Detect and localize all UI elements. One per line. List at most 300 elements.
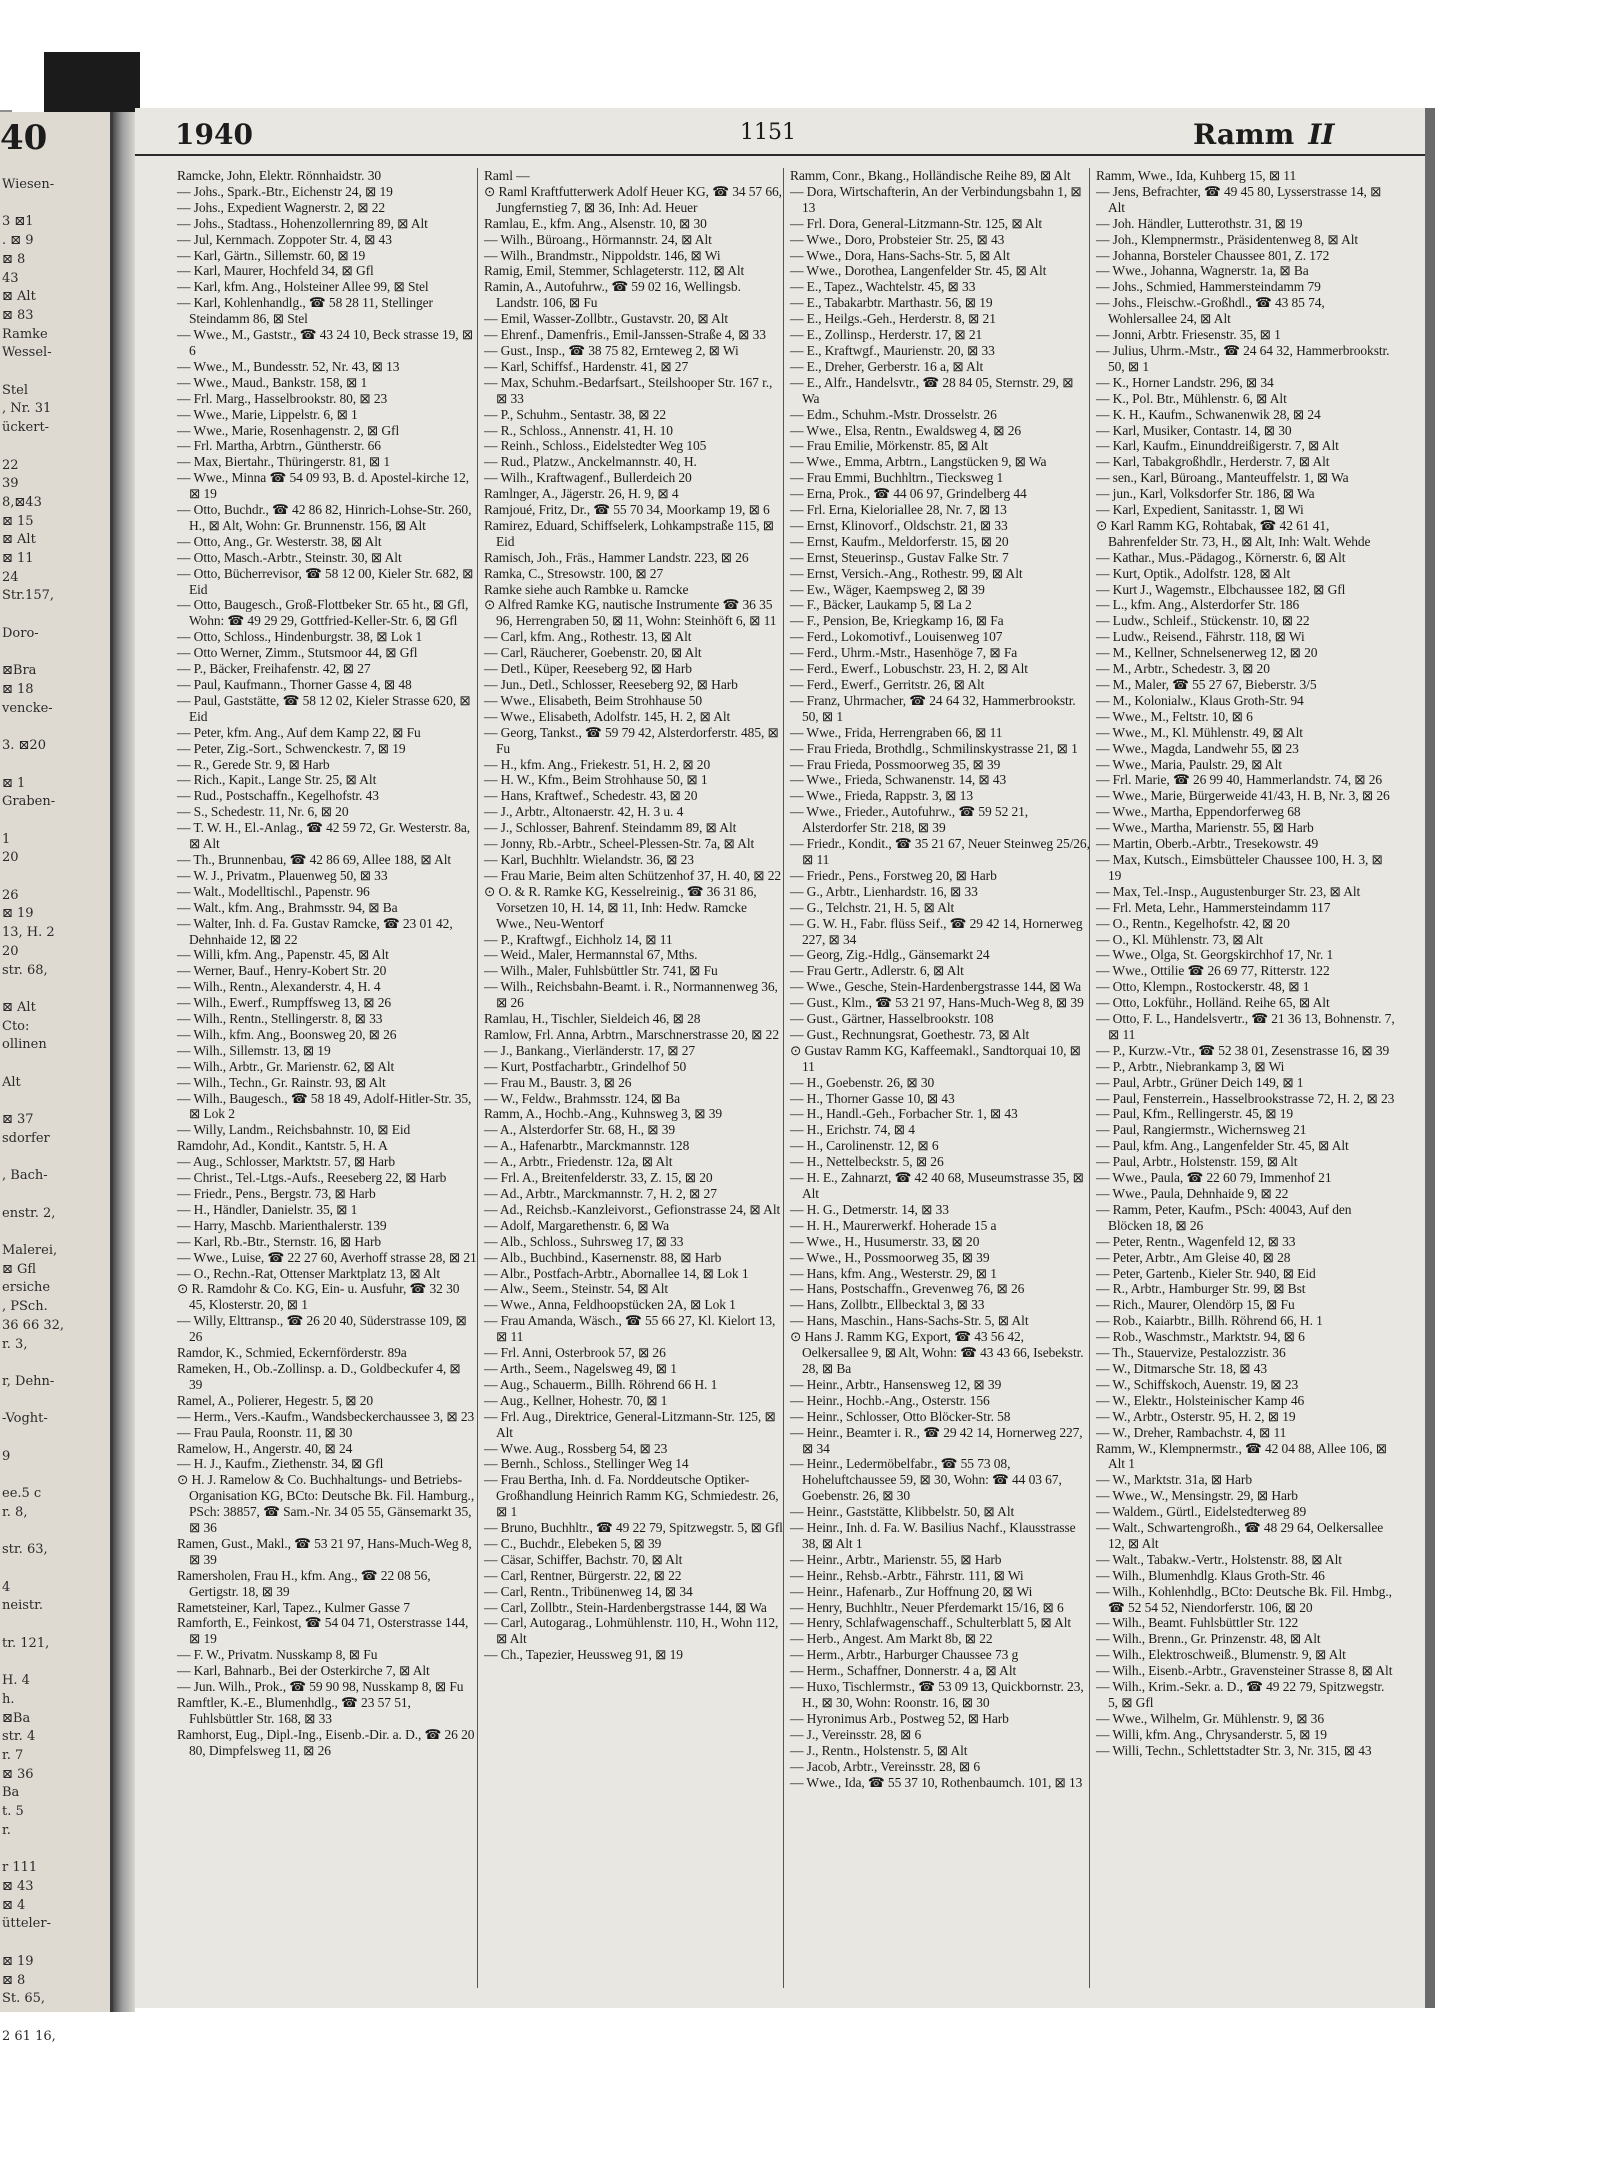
directory-entry: — Wwe., Paula, ☎ 22 60 79, Immenhof 21 [1096, 1170, 1332, 1186]
directory-entry: Ramel, A., Polierer, Hegestr. 5, ⊠ 20 [177, 1392, 374, 1408]
directory-entry: — Aug., Schauerm., Billh. Röhrend 66 H. 1 [484, 1376, 718, 1392]
directory-entry: — Wwe., Gesche, Stein-Hardenbergstrasse 144, ⊠ Wa [790, 979, 1081, 995]
directory-entry: — Peter, Gartenb., Kieler Str. 940, ⊠ Eid [1096, 1265, 1316, 1281]
directory-entry: — Frau Emmi, Buchhltrn., Tiecksweg 1 [790, 470, 1004, 486]
directory-entry: ⊙ H. J. Ramelow & Co. Buchhaltungs- und Betriebs-Organisation KG, BCto: Deutsche Bk. Fil. Hamburg., PSch: 38857, ☎ Sam.-Nr. 34 05 55, Gänsemarkt 35, ⊠ 36 [177, 1472, 475, 1536]
directory-entry: — Wwe., Elisabeth, Beim Strohhause 50 [484, 692, 703, 708]
directory-entry: — Karl, Expedient, Sanitasstr. 1, ⊠ Wi [1096, 502, 1304, 518]
directory-entry: — Max, Tel.-Insp., Augustenburger Str. 23, ⊠ Alt [1096, 883, 1361, 899]
directory-entry: — Heinr., Rehsb.-Arbtr., Fährstr. 111, ⊠ Wi [790, 1567, 1024, 1583]
directory-entry: — Dora, Wirtschafterin, An der Verbindungsbahn 1, ⊠ 13 [790, 183, 1082, 215]
directory-entry: — Paul, Gaststätte, ☎ 58 12 02, Kieler Strasse 620, ⊠ Eid [177, 692, 471, 724]
previous-page-fragments: Wiesen- 3 ⊠1 . ⊠ 9 ⊠ 8 43 ⊠ Alt ⊠ 83 Ramke Wessel- Stel , Nr. 31 ückert- 22 39 8,⊠43 ⊠ 15 ⊠ Alt ⊠ 11 24 Str.157, Doro- ⊠Bra ⊠ 18 vencke- 3. ⊠20 ⊠ 1 Graben- 1 20 26 ⊠ 19 13, H. 2 20 str. 68, ⊠ Alt Cto: ollinen Alt ⊠ 37 sdorfer , Bach- enstr. 2, Malerei, ⊠ Gfl ersiche , PSch. 36 66 32, r. 3, r, Dehn- -Voght- 9 ee.5 c r. 8, str. 63, 4 neistr. tr. 121, H. 4 h. ⊠Ba str. 4 r. 7 ⊠ 36 Ba t. 5 r. r 111 ⊠ 43 ⊠ 4 ütteler- ⊠ 19 ⊠ 8 St. 65, 2 61 16, [2, 177, 65, 2044]
directory-entry: — Karl, Tabakgroßhdlr., Herderstr. 7, ⊠ Alt [1096, 454, 1330, 470]
directory-entry: — Huxo, Tischlermstr., ☎ 53 09 13, Quickbornstr. 23, H., ⊠ 30, Wohn: Roonstr. 16, ⊠ 30 [790, 1679, 1084, 1710]
directory-entry: — Wilh., Krim.-Sekr. a. D., ☎ 49 22 79, Spitzwegstr. 5, ⊠ Gfl [1096, 1679, 1385, 1710]
directory-entry: — Walt., Modelltischl., Papenstr. 96 [177, 883, 370, 899]
directory-entry: — Gust., Insp., ☎ 38 75 82, Ernteweg 2, ⊠ Wi [484, 342, 739, 358]
directory-entry: — Wwe., Frieder., Autofuhrw., ☎ 59 52 21, Alsterdorfer Str. 218, ⊠ 39 [790, 804, 1029, 836]
directory-entry: — W., Schiffskoch, Auenstr. 19, ⊠ 23 [1096, 1376, 1299, 1392]
directory-entry: — Johs., Stadtass., Hohenzollernring 89, ⊠ Alt [177, 215, 428, 231]
directory-entry: Ramftler, K.-E., Blumenhdlg., ☎ 23 57 51, Fuhlsbüttler Str. 168, ⊠ 33 [177, 1695, 411, 1726]
directory-column-1 [177, 168, 477, 1988]
directory-entry: — Walt., kfm. Ang., Brahmsstr. 94, ⊠ Ba [177, 899, 398, 915]
directory-entry: — Ludw., Schleif., Stückenstr. 10, ⊠ 22 [1096, 613, 1310, 629]
directory-entry: — W., Dreher, Rambachstr. 4, ⊠ 11 [1096, 1424, 1287, 1440]
directory-entry: — Georg, Zig.-Hdlg., Gänsemarkt 24 [790, 947, 990, 963]
directory-entry: — Detl., Küper, Reeseberg 92, ⊠ Harb [484, 661, 692, 677]
directory-entry: — P., Bäcker, Freihafenstr. 42, ⊠ 27 [177, 661, 371, 677]
directory-entry: — W., Arbtr., Osterstr. 95, H. 2, ⊠ 19 [1096, 1408, 1296, 1424]
directory-entry: — Frl. Aug., Direktrice, General-Litzmann-Str. 125, ⊠ Alt [484, 1408, 776, 1440]
directory-entry: — Wilh., Baugesch., ☎ 58 18 49, Adolf-Hitler-Str. 35, ⊠ Lok 2 [177, 1090, 472, 1122]
directory-entry: — Peter, Zig.-Sort., Schwenckestr. 7, ⊠ 19 [177, 740, 406, 756]
directory-entry: — P., Kraftwgf., Eichholz 14, ⊠ 11 [484, 931, 673, 947]
directory-entry: — Jun. Wilh., Prok., ☎ 59 90 98, Nusskamp 8, ⊠ Fu [177, 1679, 464, 1695]
directory-entry: Rameken, H., Ob.-Zollinsp. a. D., Goldbeckufer 4, ⊠ 39 [177, 1360, 461, 1392]
directory-entry: — F. W., Privatm. Nusskamp 8, ⊠ Fu [177, 1647, 378, 1663]
directory-entry: — Friedr., Pens., Forstweg 20, ⊠ Harb [790, 867, 997, 883]
directory-entry: — Gust., Rechnungsrat, Goethestr. 73, ⊠ Alt [790, 1026, 1030, 1042]
directory-entry: — J., Rentn., Holstenstr. 5, ⊠ Alt [790, 1742, 968, 1758]
page-edge-shadow [1425, 108, 1435, 2008]
directory-entry: — Willy, Elttransp., ☎ 26 20 40, Süderstrasse 109, ⊠ 26 [177, 1313, 467, 1345]
directory-entry: — Peter, Rentn., Wagenfeld 12, ⊠ 33 [1096, 1233, 1296, 1249]
directory-entry: — M., Kellner, Schnelsenerweg 12, ⊠ 20 [1096, 645, 1318, 661]
directory-entry: — Wwe., Olga, St. Georgskirchhof 17, Nr. 1 [1096, 947, 1334, 963]
directory-entry: — Wwe., Dora, Hans-Sachs-Str. 5, ⊠ Alt [790, 247, 1010, 263]
directory-entry: — F., Bäcker, Laukamp 5, ⊠ La 2 [790, 597, 972, 613]
directory-entry: — Willi, Techn., Schlettstadter Str. 3, Nr. 315, ⊠ 43 [1096, 1742, 1372, 1758]
directory-entry: — Alb., Buchbind., Kasernenstr. 88, ⊠ Harb [484, 1249, 722, 1265]
directory-entry: — Max, Biertahr., Thüringerstr. 81, ⊠ 1 [177, 454, 391, 470]
directory-entry: — Heinr., Arbtr., Hansensweg 12, ⊠ 39 [790, 1376, 1002, 1392]
directory-entry: — Frau Paula, Roonstr. 11, ⊠ 30 [177, 1424, 353, 1440]
directory-entry: — M., Kolonialw., Klaus Groth-Str. 94 [1096, 692, 1304, 708]
directory-entry: — Wwe., Dorothea, Langenfelder Str. 45, ⊠ Alt [790, 263, 1047, 279]
directory-entry: — K., Horner Landstr. 296, ⊠ 34 [1096, 374, 1274, 390]
directory-entry: Ramm, Wwe., Ida, Kuhberg 15, ⊠ 11 [1096, 168, 1297, 183]
directory-entry: — Wwe., Frieda, Schwanenstr. 14, ⊠ 43 [790, 772, 1007, 788]
directory-entry: — Ludw., Reisend., Fährstr. 118, ⊠ Wi [1096, 629, 1305, 645]
directory-entry: — Frl. Anni, Osterbrook 57, ⊠ 26 [484, 1345, 666, 1361]
directory-entry: — Arth., Seem., Nagelsweg 49, ⊠ 1 [484, 1360, 677, 1376]
directory-entry: — Heinr., Gaststätte, Klibbelstr. 50, ⊠ Alt [790, 1504, 1015, 1520]
directory-entry: — J., Bankang., Vierländerstr. 17, ⊠ 27 [484, 1042, 696, 1058]
directory-entry: — Otto, Klempn., Rostockerstr. 48, ⊠ 1 [1096, 979, 1310, 995]
directory-entry: Ramisch, Joh., Fräs., Hammer Landstr. 223, ⊠ 26 [484, 549, 749, 565]
directory-entry: — Ferd., Ewerf., Gerritstr. 26, ⊠ Alt [790, 677, 985, 692]
directory-entry: — E., Heilgs.-Geh., Herderstr. 8, ⊠ 21 [790, 311, 996, 327]
directory-entry: — Wwe., H., Possmoorweg 35, ⊠ 39 [790, 1249, 990, 1265]
directory-entry: — Bruno, Buchhltr., ☎ 49 22 79, Spitzwegstr. 5, ⊠ Gfl [484, 1520, 783, 1536]
directory-entry: — Wwe., H., Husumerstr. 33, ⊠ 20 [790, 1233, 980, 1249]
directory-entry: — Gust., Gärtner, Hasselbrookstr. 108 [790, 1011, 994, 1027]
directory-entry: — Wilh., Rentn., Alexanderstr. 4, H. 4 [177, 979, 381, 995]
directory-entry: — R., Arbtr., Hamburger Str. 99, ⊠ Bst [1096, 1281, 1306, 1297]
directory-entry: — E., Tabakarbtr. Marthastr. 56, ⊠ 19 [790, 295, 993, 311]
directory-entry: — Emil, Wasser-Zollbtr., Gustavstr. 20, ⊠ Alt [484, 311, 729, 327]
directory-entry: — Frau Bertha, Inh. d. Fa. Norddeutsche Optiker-Großhandlung Heinrich Ramm KG, Schmiedestr. 26, ⊠ 1 [484, 1472, 779, 1520]
directory-entry: — E., Dreher, Gerberstr. 16 a, ⊠ Alt [790, 358, 984, 374]
directory-entry: — Wwe., Maud., Bankstr. 158, ⊠ 1 [177, 374, 368, 390]
directory-entry: — Ferd., Uhrm.-Mstr., Hasenhöge 7, ⊠ Fa [790, 645, 1018, 661]
directory-entry: — Wwe., Ottilie ☎ 26 69 77, Ritterstr. 122 [1096, 963, 1330, 979]
directory-entry: — Henry, Schlafwagenschaff., Schulterblatt 5, ⊠ Alt [790, 1615, 1072, 1631]
directory-entry: — Jonny, Rb.-Arbtr., Scheel-Plessen-Str. 7a, ⊠ Alt [484, 836, 755, 852]
directory-entry: — Kurt, Optik., Adolfstr. 128, ⊠ Alt [1096, 565, 1291, 581]
directory-entry: — Hans, Zollbtr., Ellbecktal 3, ⊠ 33 [790, 1297, 985, 1313]
directory-entry: — Karl, Buchhltr. Wielandstr. 36, ⊠ 23 [484, 851, 694, 867]
directory-entry: Ramlow, Frl. Anna, Arbtrn., Marschnerstrasse 20, ⊠ 22 [484, 1026, 779, 1042]
directory-entry: — Ernst, Versich.-Ang., Rothestr. 99, ⊠ Alt [790, 565, 1023, 581]
header-surname [1193, 118, 1335, 151]
directory-entry: Ramcke, John, Elektr. Rönnhaidstr. 30 [177, 168, 382, 183]
directory-entry: — Wilh., Büroang., Hörmannstr. 24, ⊠ Alt [484, 231, 712, 247]
directory-entry: — Ferd., Ewerf., Lobuschstr. 23, H. 2, ⊠ Alt [790, 661, 1028, 677]
directory-entry: — Rud., Platzw., Anckelmannstr. 40, H. [484, 454, 697, 470]
directory-entry: — Ernst, Klinovorf., Oldschstr. 21, ⊠ 33 [790, 517, 1008, 533]
directory-entry: Ramlau, H., Tischler, Sieldeich 46, ⊠ 28 [484, 1011, 701, 1027]
directory-entry: Ramirez, Eduard, Schiffselerk, Lohkampstraße 115, ⊠ Eid [484, 517, 775, 549]
directory-entry: — M., Arbtr., Schedestr. 3, ⊠ 20 [1096, 661, 1270, 677]
directory-column-4 [1089, 168, 1396, 1988]
directory-entry: — A., Hafenarbtr., Marckmannstr. 128 [484, 1138, 690, 1154]
directory-entry: — Wilh., Kohlenhdlg., BCto: Deutsche Bk. Fil. Hmbg., ☎ 52 54 52, Niendorferstr. 106, ⊠ 20 [1096, 1583, 1392, 1615]
directory-entry: Ramdohr, Ad., Kondit., Kantstr. 5, H. A [177, 1138, 388, 1154]
directory-entry: Ramm, Conr., Bkang., Holländische Reihe 89, ⊠ Alt [790, 168, 1071, 183]
directory-entry: — Heinr., Hafenarb., Zur Hoffnung 20, ⊠ Wi [790, 1583, 1033, 1599]
directory-entry: — G., Telchstr. 21, H. 5, ⊠ Alt [790, 899, 955, 915]
directory-entry: — Ad., Arbtr., Marckmannstr. 7, H. 2, ⊠ 27 [484, 1186, 717, 1201]
directory-column-2 [477, 168, 784, 1988]
directory-entry: — Wilh., Arbtr., Gr. Marienstr. 62, ⊠ Alt [177, 1058, 395, 1074]
directory-entry: — Paul, Rangiermstr., Wichernsweg 21 [1096, 1122, 1307, 1138]
directory-entry: — Otto, Bücherrevisor, ☎ 58 12 00, Kieler Str. 682, ⊠ Eid [177, 565, 474, 597]
book-gutter [113, 112, 135, 2012]
directory-entry: — Heinr., Ledermöbelfabr., ☎ 55 73 08, Hoheluftchaussee 59, ⊠ 30, Wohn: ☎ 44 03 67, Goebenstr. 26, ⊠ 30 [790, 1456, 1062, 1504]
directory-entry: — Wilh., Maler, Fuhlsbüttler Str. 741, ⊠ Fu [484, 963, 718, 979]
directory-entry: — Wilh., kfm. Ang., Boonsweg 20, ⊠ 26 [177, 1026, 397, 1042]
directory-entry: — Rob., Kaiarbtr., Billh. Röhrend 66, H. 1 [1096, 1313, 1323, 1329]
directory-entry: — Franz, Uhrmacher, ☎ 24 64 32, Hammerbrookstr. 50, ⊠ 1 [790, 692, 1076, 724]
directory-entry: — Alw., Seem., Steinstr. 54, ⊠ Alt [484, 1281, 669, 1297]
directory-entry: — Paul, kfm. Ang., Langenfelder Str. 45, ⊠ Alt [1096, 1138, 1349, 1154]
directory-entry: — Jul, Kernmach. Zoppoter Str. 4, ⊠ 43 [177, 231, 392, 247]
directory-entry: — Reinh., Schloss., Eidelstedter Weg 105 [484, 438, 707, 454]
directory-entry: — Carl, Räucherer, Goebenstr. 20, ⊠ Alt [484, 645, 702, 661]
directory-entry: — Frau Frieda, Brothdlg., Schmilinskystrasse 21, ⊠ 1 [790, 740, 1078, 756]
directory-entry: — Alb., Schloss., Suhrsweg 17, ⊠ 33 [484, 1233, 684, 1249]
directory-entry: — Ramm, Peter, Kaufm., PSch: 40043, Auf den Blöcken 18, ⊠ 26 [1096, 1201, 1352, 1233]
directory-entry: — Hans, kfm. Ang., Westerstr. 29, ⊠ 1 [790, 1265, 997, 1281]
directory-entry: — J., Schlosser, Bahrenf. Steindamm 89, ⊠ Alt [484, 820, 737, 836]
directory-entry: — Otto, Ang., Gr. Westerstr. 38, ⊠ Alt [177, 533, 382, 549]
directory-entry: — Max, Kutsch., Eimsbütteler Chaussee 100, H. 3, ⊠ 19 [1096, 851, 1383, 883]
directory-entry: — H., Goebenstr. 26, ⊠ 30 [790, 1074, 935, 1090]
directory-entry: — A., Alsterdorfer Str. 68, H., ⊠ 39 [484, 1122, 676, 1138]
directory-entry: — Karl, Musiker, Contastr. 14, ⊠ 30 [1096, 422, 1292, 438]
directory-entry: — Werner, Bauf., Henry-Kobert Str. 20 [177, 963, 387, 979]
directory-entry: — Georg, Tankst., ☎ 59 79 42, Alsterdorferstr. 485, ⊠ Fu [484, 724, 779, 756]
header-surname-text: Ramm [1193, 118, 1295, 151]
directory-entry: — Johanna, Borsteler Chaussee 801, Z. 172 [1096, 247, 1330, 263]
directory-entry: — Wilh., Rentn., Stellingerstr. 8, ⊠ 33 [177, 1011, 383, 1027]
directory-entry: Ramforth, E., Feinkost, ☎ 54 04 71, Osterstrasse 144, ⊠ 19 [177, 1615, 469, 1647]
directory-entry: — Walter, Inh. d. Fa. Gustav Ramcke, ☎ 23 01 42, Dehnhaide 12, ⊠ 22 [177, 915, 453, 947]
directory-entry: Ramm, A., Hochb.-Ang., Kuhnsweg 3, ⊠ 39 [484, 1106, 723, 1122]
directory-entry: — Wwe., Luise, ☎ 22 27 60, Averhoff strasse 28, ⊠ 21 [177, 1249, 477, 1265]
directory-entry: — R., Schloss., Annenstr. 41, H. 10 [484, 422, 673, 438]
directory-entry: Ramen, Gust., Makl., ☎ 53 21 97, Hans-Much-Weg 8, ⊠ 39 [177, 1535, 472, 1567]
directory-entry: — H. G., Detmerstr. 14, ⊠ 33 [790, 1201, 949, 1217]
directory-entry: — Wwe., Ida, ☎ 55 37 10, Rothenbaumch. 101, ⊠ 13 [790, 1774, 1083, 1790]
directory-entry: — Otto, Baugesch., Groß-Flottbeker Str. 65 ht., ⊠ Gfl, Wohn: ☎ 49 29 29, Gottfried-Keller-Str. 6, ⊠ Gfl [177, 597, 469, 629]
directory-entry: — M., Maler, ☎ 55 27 67, Bieberstr. 3/5 [1096, 677, 1317, 692]
directory-entry: — Wilh., Elektroschweiß., Blumenstr. 9, ⊠ Alt [1096, 1647, 1346, 1663]
directory-entry: — Wwe., Emma, Arbtrn., Langstücken 9, ⊠ Wa [790, 454, 1047, 470]
directory-entry: — Herm., Vers.-Kaufm., Wandsbeckerchaussee 3, ⊠ 23 [177, 1408, 475, 1424]
directory-entry: — Kathar., Mus.-Pädagog., Körnerstr. 6, ⊠ Alt [1096, 549, 1346, 565]
directory-entry: Ramjoué, Fritz, Dr., ☎ 55 70 34, Moorkamp 19, ⊠ 6 [484, 502, 770, 518]
header-year: 1940 [175, 118, 253, 151]
directory-entry: — Frl. Marie, ☎ 26 99 40, Hammerlandstr. 74, ⊠ 26 [1096, 772, 1383, 788]
directory-entry: — Wwe., Martha, Marienstr. 55, ⊠ Harb [1096, 820, 1314, 836]
directory-entry: — sen., Karl, Büroang., Manteuffelstr. 1, ⊠ Wa [1096, 470, 1349, 486]
directory-entry: — Frau Gertr., Adlerstr. 6, ⊠ Alt [790, 963, 964, 979]
directory-entry: — Weid., Maler, Hermannstal 67, Mths. [484, 947, 698, 963]
directory-entry: ⊙ Gustav Ramm KG, Kaffeemakl., Sandtorquai 10, ⊠ 11 [790, 1042, 1081, 1074]
directory-entry: — Hans, Maschin., Hans-Sachs-Str. 5, ⊠ Alt [790, 1313, 1029, 1329]
directory-entry: — Peter, Arbtr., Am Gleise 40, ⊠ 28 [1096, 1249, 1291, 1265]
directory-entry: Ramelow, H., Angerstr. 40, ⊠ 24 [177, 1440, 353, 1456]
directory-entry: — Heinr., Hochb.-Ang., Osterstr. 156 [790, 1392, 990, 1408]
directory-entry: — Carl, Rentner, Bürgerstr. 22, ⊠ 22 [484, 1567, 682, 1583]
directory-entry: — Wwe., Frieda, Rappstr. 3, ⊠ 13 [790, 788, 973, 804]
directory-entry: — H., Thorner Gasse 10, ⊠ 43 [790, 1090, 955, 1106]
directory-entry: — Wwe., M., Bundesstr. 52, Nr. 43, ⊠ 13 [177, 358, 400, 374]
directory-entry: — T. W. H., El.-Anlag., ☎ 42 59 72, Gr. Westerstr. 8a, ⊠ Alt [177, 820, 471, 852]
directory-entry: — E., Zollinsp., Herderstr. 17, ⊠ 21 [790, 327, 983, 343]
directory-entry: — Rich., Maurer, Olendörp 15, ⊠ Fu [1096, 1297, 1295, 1313]
directory-entry: — Wwe., Johanna, Wagnerstr. 1a, ⊠ Ba [1096, 263, 1309, 279]
directory-entry: — Harry, Maschb. Marienthalerstr. 139 [177, 1217, 387, 1233]
directory-entry: — E., Kraftwgf., Maurienstr. 20, ⊠ 33 [790, 342, 995, 358]
directory-entry: — Th., Brunnenbau, ☎ 42 86 69, Allee 188, ⊠ Alt [177, 851, 452, 867]
directory-entry: — Friedr., Kondit., ☎ 35 21 67, Neuer Steinweg 25/26, ⊠ 11 [790, 836, 1090, 867]
directory-entry: — Kurt, Postfacharbtr., Grindelhof 50 [484, 1058, 687, 1074]
directory-entry: — Aug., Schlosser, Marktstr. 57, ⊠ Harb [177, 1154, 395, 1170]
directory-entry: — Joh., Klempnermstr., Präsidentenweg 8, ⊠ Alt [1096, 231, 1359, 247]
directory-entry: — Herm., Schaffner, Donnerstr. 4 a, ⊠ Alt [790, 1663, 1017, 1679]
directory-entry: — Wwe., M., Gaststr., ☎ 43 24 10, Beck strasse 19, ⊠ 6 [177, 327, 474, 358]
directory-entry: — Karl, Kohlenhandlg., ☎ 58 28 11, Stellinger Steindamm 86, ⊠ Stel [177, 295, 433, 327]
directory-entry: — Carl, Zollbtr., Stein-Hardenbergstrasse 144, ⊠ Wa [484, 1599, 767, 1615]
directory-entry: — Wwe., Frida, Herrengraben 66, ⊠ 11 [790, 724, 1003, 740]
directory-entry: — Christ., Tel.-Ltgs.-Aufs., Reeseberg 22, ⊠ Harb [177, 1170, 447, 1186]
directory-entry: — W., Feldw., Brahmsstr. 124, ⊠ Ba [484, 1090, 681, 1106]
directory-entry: Rametsteiner, Karl, Tapez., Kulmer Gasse 7 [177, 1599, 410, 1615]
directory-entry: — J., Vereinsstr. 28, ⊠ 6 [790, 1726, 922, 1742]
directory-entry: ⊙ R. Ramdohr & Co. KG, Ein- u. Ausfuhr, ☎ 32 30 45, Klosterstr. 20, ⊠ 1 [177, 1281, 460, 1313]
directory-entry: — Karl, kfm. Ang., Holsteiner Allee 99, ⊠ Stel [177, 279, 429, 295]
header-volume: II [1308, 118, 1335, 151]
directory-entry: — Wwe., M., Kl. Mühlenstr. 49, ⊠ Alt [1096, 724, 1303, 740]
directory-entry: — Wilh., Kraftwagenf., Bullerdeich 20 [484, 470, 692, 486]
directory-entry: Ramka, C., Stresowstr. 100, ⊠ 27 [484, 565, 664, 581]
directory-entry: — Hans, Postschaffn., Grevenweg 76, ⊠ 26 [790, 1281, 1025, 1297]
directory-entry: — Wwe. Aug., Rossberg 54, ⊠ 23 [484, 1440, 668, 1456]
directory-entry: — L., kfm. Ang., Alsterdorfer Str. 186 [1096, 597, 1300, 613]
directory-entry: — Frl. Dora, General-Litzmann-Str. 125, ⊠ Alt [790, 215, 1043, 231]
directory-entry: — Ad., Reichsb.-Kanzleivorst., Gefionstrasse 24, ⊠ Alt [484, 1201, 781, 1217]
directory-entry: — Cäsar, Schiffer, Bachstr. 70, ⊠ Alt [484, 1551, 683, 1567]
directory-entry: — Heinr., Schlosser, Otto Blöcker-Str. 58 [790, 1408, 1011, 1424]
directory-entry: — Herm., Arbtr., Harburger Chaussee 73 g [790, 1647, 1019, 1663]
directory-entry: — Bernh., Schloss., Stellinger Weg 14 [484, 1456, 689, 1472]
directory-entry: — C., Buchdr., Elebeken 5, ⊠ 39 [484, 1535, 662, 1551]
directory-entry: — Wwe., Marie, Lippelstr. 6, ⊠ 1 [177, 406, 358, 422]
directory-entry: — Heinr., Inh. d. Fa. W. Basilius Nachf., Klausstrasse 38, ⊠ Alt 1 [790, 1520, 1076, 1551]
directory-entry: — G., Arbtr., Lienhardstr. 16, ⊠ 33 [790, 883, 978, 899]
directory-entry: — P., Schuhm., Sentastr. 38, ⊠ 22 [484, 406, 667, 422]
directory-entry: — Willy, Landm., Reichsbahnstr. 10, ⊠ Eid [177, 1122, 411, 1138]
directory-entry: — Albr., Postfach-Arbtr., Abornallee 14, ⊠ Lok 1 [484, 1265, 749, 1281]
directory-entry: — H. J., Kaufm., Ziethenstr. 34, ⊠ Gfl [177, 1456, 384, 1472]
directory-entry: — Henry, Buchhltr., Neuer Pferdemarkt 15/16, ⊠ 6 [790, 1599, 1064, 1615]
directory-page [135, 108, 1425, 2008]
directory-entry: — Heinr., Beamter i. R., ☎ 29 42 14, Hornerweg 227, ⊠ 34 [790, 1424, 1083, 1456]
directory-entry: — O., Rechn.-Rat, Ottenser Marktplatz 13, ⊠ Alt [177, 1265, 441, 1281]
directory-entry: — Ehrenf., Damenfris., Emil-Janssen-Straße 4, ⊠ 33 [484, 327, 766, 343]
directory-entry: — H., Nettelbeckstr. 5, ⊠ 26 [790, 1154, 944, 1170]
directory-entry: — Frau Emilie, Mörkenstr. 85, ⊠ Alt [790, 438, 988, 454]
directory-entry: — Joh. Händler, Lutterothstr. 31, ⊠ 19 [1096, 215, 1303, 231]
directory-entry: — Karl, Maurer, Hochfeld 34, ⊠ Gfl [177, 263, 374, 279]
directory-entry: — Otto Werner, Zimm., Stutsmoor 44, ⊠ Gfl [177, 645, 418, 661]
directory-entry: — Wwe., Paula, Dehnhaide 9, ⊠ 22 [1096, 1186, 1289, 1201]
directory-entry: — H., Handl.-Geh., Forbacher Str. 1, ⊠ 43 [790, 1106, 1018, 1122]
directory-entry: — Peter, kfm. Ang., Auf dem Kamp 22, ⊠ Fu [177, 724, 421, 740]
directory-entry: — Frau Amanda, Wäsch., ☎ 55 66 27, Kl. Kielort 13, ⊠ 11 [484, 1313, 776, 1345]
directory-entry: — Aug., Kellner, Hohestr. 70, ⊠ 1 [484, 1392, 668, 1408]
directory-entry: — Wilh., Sillemstr. 13, ⊠ 19 [177, 1042, 331, 1058]
directory-entry: — Paul, Kaufmann., Thorner Gasse 4, ⊠ 48 [177, 677, 412, 692]
directory-entry: — jun., Karl, Volksdorfer Str. 186, ⊠ Wa [1096, 486, 1315, 502]
directory-entry: — Waldem., Gürtl., Eidelstedterweg 89 [1096, 1504, 1307, 1520]
directory-entry: — Wilh., Ewerf., Rumpffsweg 13, ⊠ 26 [177, 995, 392, 1011]
directory-entry: — Jonni, Arbtr. Friesenstr. 35, ⊠ 1 [1096, 327, 1281, 343]
directory-entry: — Jens, Befrachter, ☎ 49 45 80, Lysserstrasse 14, ⊠ Alt [1096, 183, 1382, 215]
directory-entry: — Jun., Detl., Schlosser, Reeseberg 92, ⊠ Harb [484, 677, 738, 692]
directory-entry: — Frau Frieda, Possmoorweg 35, ⊠ 39 [790, 756, 1001, 772]
directory-entry: — Wwe., Wilhelm, Gr. Mühlenstr. 9, ⊠ 36 [1096, 1710, 1324, 1726]
directory-entry: — Julius, Uhrm.-Mstr., ☎ 24 64 32, Hammerbrookstr. 50, ⊠ 1 [1096, 342, 1390, 374]
directory-entry: — Martin, Oberb.-Arbtr., Tresekowstr. 49 [1096, 836, 1319, 852]
directory-entry: — Frl. A., Breitenfelderstr. 33, Z. 15, ⊠ 20 [484, 1170, 713, 1186]
directory-entry: — Wilh., Brandmstr., Nippoldstr. 146, ⊠ Wi [484, 247, 721, 263]
directory-entry: — Johs., Spark.-Btr., Eichenstr 24, ⊠ 19 [177, 183, 393, 199]
directory-entry: Ramhorst, Eug., Dipl.-Ing., Eisenb.-Dir. a. D., ☎ 26 20 80, Dimpfelsweg 11, ⊠ 26 [177, 1726, 475, 1758]
directory-entry: — Jacob, Arbtr., Vereinsstr. 28, ⊠ 6 [790, 1758, 981, 1774]
directory-entry: — Walt., Tabakw.-Vertr., Holstenstr. 88, ⊠ Alt [1096, 1551, 1342, 1567]
directory-entry: — Johs., Fleischw.-Großhdl., ☎ 43 85 74, Wohlersallee 24, ⊠ Alt [1096, 295, 1325, 327]
directory-entry: — Otto, Buchdr., ☎ 42 86 82, Hinrich-Lohse-Str. 260, H., ⊠ Alt, Wohn: Gr. Brunnenstr. 156, ⊠ Alt [177, 502, 472, 533]
directory-entry: — G. W. H., Fabr. flüss Seif., ☎ 29 42 14, Hornerweg 227, ⊠ 34 [790, 915, 1083, 947]
directory-entry: — Ernst, Kaufm., Meldorferstr. 15, ⊠ 20 [790, 533, 1009, 549]
directory-entry: — S., Schedestr. 11, Nr. 6, ⊠ 20 [177, 804, 349, 820]
previous-page-header: 40 [0, 118, 48, 158]
directory-entry: — Carl, Rentn., Tribünenweg 14, ⊠ 34 [484, 1583, 693, 1599]
directory-entry: — Carl, Autogarag., Lohmühlenstr. 110, H., Wohn 112, ⊠ Alt [484, 1615, 779, 1647]
directory-entry: — Otto, Masch.-Arbtr., Steinstr. 30, ⊠ Alt [177, 549, 402, 565]
directory-entry: — H. H., Maurerwerkf. Hoherade 15 a [790, 1217, 997, 1233]
directory-entry: — O., Kl. Mühlenstr. 73, ⊠ Alt [1096, 931, 1263, 947]
directory-entry: — Wwe., Elisabeth, Adolfstr. 145, H. 2, ⊠ Alt [484, 708, 731, 724]
directory-entry: — Wwe., W., Mensingstr. 29, ⊠ Harb [1096, 1488, 1298, 1504]
directory-entry: — Wwe., Martha, Eppendorferweg 68 [1096, 804, 1301, 820]
directory-entry: — Otto, Schloss., Hindenburgstr. 38, ⊠ Lok 1 [177, 629, 423, 645]
directory-entry: — F., Pension, Be, Kriegkamp 16, ⊠ Fa [790, 613, 1004, 629]
directory-entry: — Rich., Kapit., Lange Str. 25, ⊠ Alt [177, 772, 377, 788]
directory-entry: — O., Rentn., Kegelhofstr. 42, ⊠ 20 [1096, 915, 1290, 931]
directory-entry: — Frl. Meta, Lehr., Hammersteindamm 117 [1096, 899, 1331, 915]
directory-entry: — Wwe., M., Feltstr. 10, ⊠ 6 [1096, 708, 1253, 724]
directory-entry: — Paul, Kfm., Rellingerstr. 45, ⊠ 19 [1096, 1106, 1294, 1122]
directory-entry: — R., Gerede Str. 9, ⊠ Harb [177, 756, 330, 772]
directory-entry: Ramke siehe auch Rambke u. Ramcke [484, 581, 689, 597]
directory-entry: ⊙ O. & R. Ramke KG, Kesselreinig., ☎ 36 31 86, Vorsetzen 10, H. 14, ⊠ 11, Inh: Hedw. Ramcke Wwe., Neu-Wentorf [484, 883, 757, 931]
directory-entry: — H. E., Zahnarzt, ☎ 42 40 68, Museumstrasse 35, ⊠ Alt [790, 1170, 1084, 1201]
directory-entry: — Karl, Kaufm., Einunddreißigerstr. 7, ⊠ Alt [1096, 438, 1339, 454]
directory-entry: — Karl, Gärtn., Sillemstr. 60, ⊠ 19 [177, 247, 366, 263]
directory-entry: — Wwe., Anna, Feldhoopstücken 2A, ⊠ Lok 1 [484, 1297, 736, 1313]
directory-entry: Ramlau, E., kfm. Ang., Alsenstr. 10, ⊠ 30 [484, 215, 707, 231]
directory-entry: — W. J., Privatm., Plauenweg 50, ⊠ 33 [177, 867, 388, 883]
directory-entry: — E., Alfr., Handelsvtr., ☎ 28 84 05, Sternstr. 29, ⊠ Wa [790, 374, 1074, 406]
directory-entry: — Wilh., Blumenhdlg. Klaus Groth-Str. 46 [1096, 1567, 1325, 1583]
directory-entry: — Frl. Martha, Arbtrn., Güntherstr. 66 [177, 438, 381, 454]
directory-entry: Ramig, Emil, Stemmer, Schlageterstr. 112, ⊠ Alt [484, 263, 745, 279]
directory-entry: — W., Ditmarsche Str. 18, ⊠ 43 [1096, 1360, 1268, 1376]
directory-entry: — Wilh., Brenn., Gr. Prinzenstr. 48, ⊠ Alt [1096, 1631, 1321, 1647]
directory-entry: — H., Händler, Danielstr. 35, ⊠ 1 [177, 1201, 358, 1217]
directory-entry: — H., Erichstr. 74, ⊠ 4 [790, 1122, 915, 1138]
directory-entry: — W., Elektr., Holsteinischer Kamp 46 [1096, 1392, 1305, 1408]
directory-entry: — Th., Stauervize, Pestalozzistr. 36 [1096, 1345, 1286, 1361]
directory-entry: — K. H., Kaufm., Schwanenwik 28, ⊠ 24 [1096, 406, 1321, 422]
directory-entry: — Ernst, Steuerinsp., Gustav Falke Str. 7 [790, 549, 1009, 565]
directory-entry: — H., kfm. Ang., Friekestr. 51, H. 2, ⊠ 20 [484, 756, 711, 772]
directory-entry: — Walt., Schwartengroßh., ☎ 48 29 64, Oelkersallee 12, ⊠ Alt [1096, 1520, 1384, 1551]
directory-entry: — Wwe., Doro, Probsteier Str. 25, ⊠ 43 [790, 231, 1005, 247]
directory-entry: — Heinr., Arbtr., Marienstr. 55, ⊠ Harb [790, 1551, 1002, 1567]
directory-column-3 [783, 168, 1090, 1988]
directory-entry: — H. W., Kfm., Beim Strohhause 50, ⊠ 1 [484, 772, 708, 788]
directory-entry: — Paul, Arbtr., Grüner Deich 149, ⊠ 1 [1096, 1074, 1304, 1090]
directory-entry: — Gust., Klm., ☎ 53 21 97, Hans-Much-Weg 8, ⊠ 39 [790, 995, 1084, 1011]
directory-entry: — A., Arbtr., Friedenstr. 12a, ⊠ Alt [484, 1154, 673, 1170]
directory-entry: Ramdor, K., Schmied, Eckernförderstr. 89a [177, 1345, 407, 1361]
directory-entry: — W., Marktstr. 31a, ⊠ Harb [1096, 1472, 1252, 1488]
page-header [135, 108, 1425, 156]
directory-entry: Ramersholen, Frau H., kfm. Ang., ☎ 22 08 56, Gertigstr. 18, ⊠ 39 [177, 1567, 431, 1599]
directory-entry: — Wilh., Beamt. Fuhlsbüttler Str. 122 [1096, 1615, 1299, 1631]
directory-entry: — Wilh., Eisenb.-Arbtr., Gravensteiner Strasse 8, ⊠ Alt [1096, 1663, 1393, 1679]
directory-entry: — Wwe., Magda, Landwehr 55, ⊠ 23 [1096, 740, 1299, 756]
directory-entry: — Edm., Schuhm.-Mstr. Drosselstr. 26 [790, 406, 997, 422]
directory-entry: Ramlnger, A., Jägerstr. 26, H. 9, ⊠ 4 [484, 486, 679, 502]
